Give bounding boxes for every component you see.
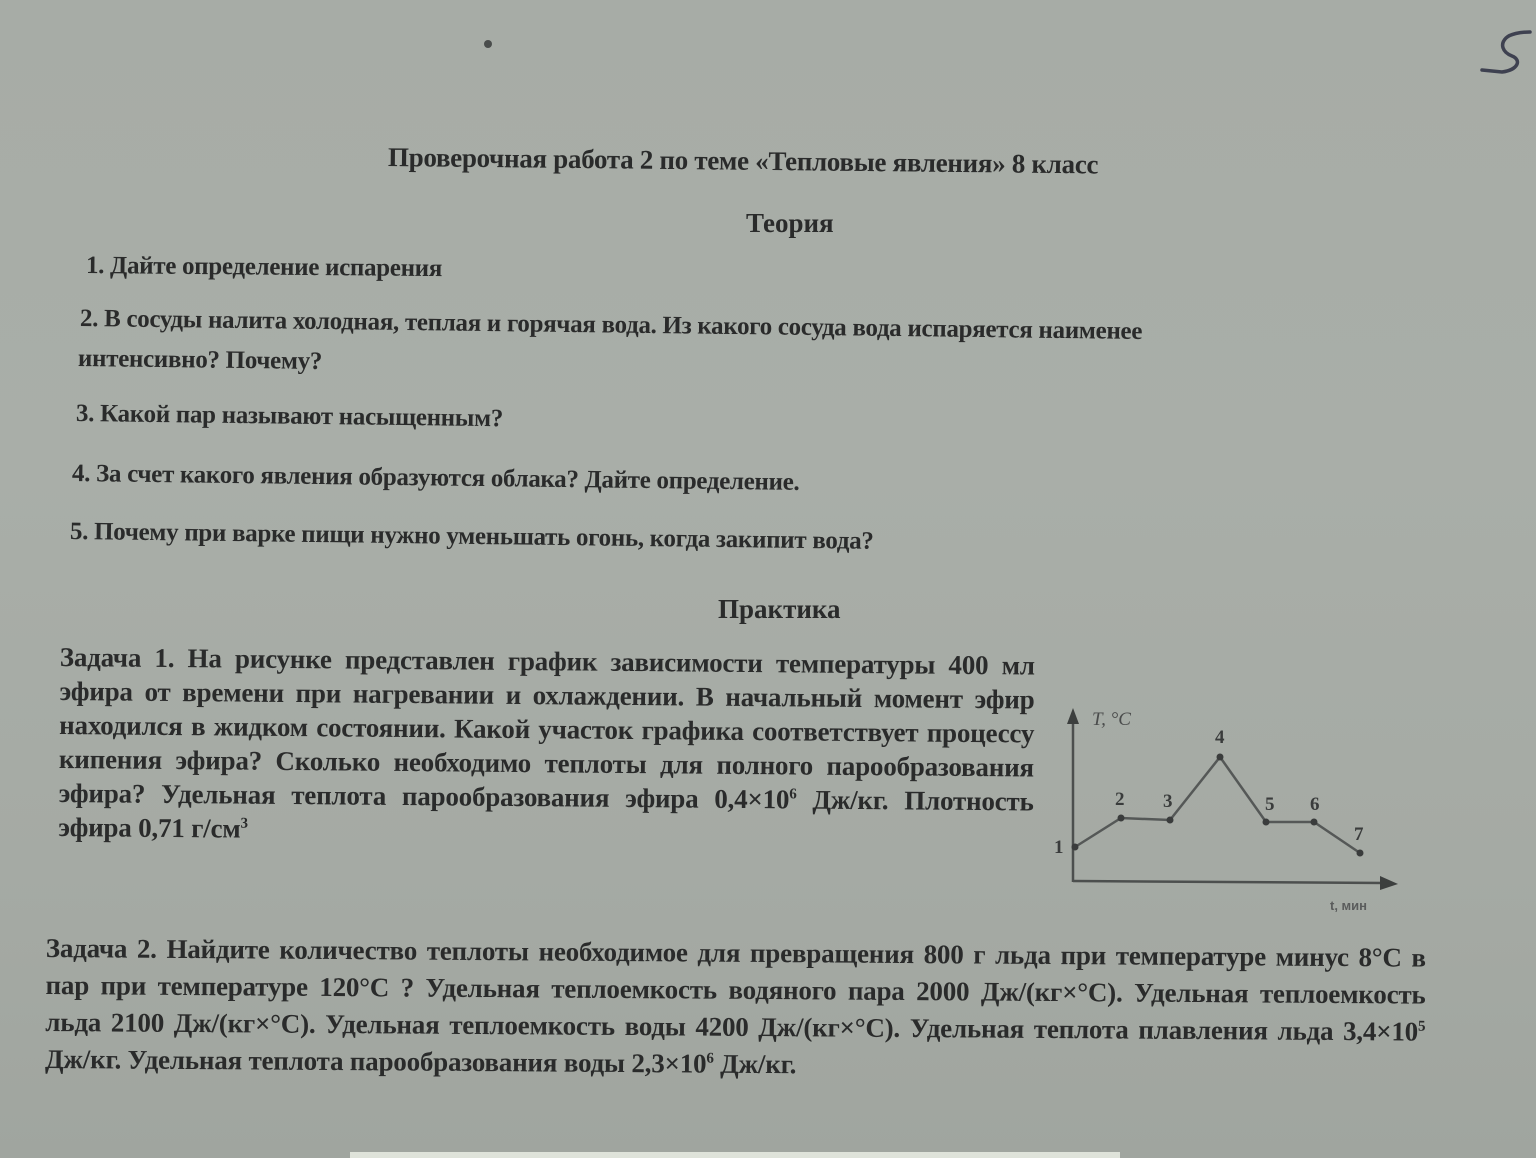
svg-text:3: 3 [1163, 791, 1173, 812]
question-number: 1. [85, 252, 105, 280]
y-axis-label: T, °C [1092, 709, 1131, 730]
question-number: 4. [71, 460, 91, 488]
svg-text:7: 7 [1354, 824, 1364, 845]
task-1-text-cont: Дж/кг. Плотность эфира 0,71 г/см [58, 784, 1034, 844]
x-axis [1073, 881, 1385, 883]
theory-question-5 [70, 518, 874, 556]
theory-question-1 [86, 252, 442, 283]
task-1 [58, 640, 1035, 853]
question-number: 2. [79, 305, 99, 333]
question-text: Какой пар называют насыщенным? [99, 400, 504, 433]
question-text: Почему при варке пищи нужно уменьшать огонь, когда закипит вода? [93, 518, 874, 555]
task-1-label: Задача 1. [59, 641, 175, 673]
ink-speck [484, 40, 492, 48]
question-text: За счет какого явления образуются облака? Дайте определение. [95, 460, 800, 496]
task-2-text: Найдите количество теплоты необходимое для превращения 800 г льда при температуре минус 8°С в пар при температуре 120°С ? Удельная теплоемкость водяного пара 2000 Дж/(кг×°С). Удельная теплоемкость льда 2100 Дж/(кг×°С). Удельная теплоемкость воды 4200 Дж/(кг×°С). Удельная теплота плавления льда 3,4×10 [45, 933, 1426, 1047]
question-number: 3. [75, 400, 95, 428]
theory-heading: Теория [746, 208, 834, 238]
task-2 [45, 930, 1426, 1088]
x-axis-arrow-icon [1380, 876, 1398, 890]
page-edge-strip [350, 1152, 1120, 1158]
task-1-text: На рисунке представлен график зависимости температуры 400 мл эфира от времени при нагревании и охлаждении. В начальный момент эфир находился в жидком состоянии. Какой участок графика соответствует процессу кипения эфира? Сколько необходимо теплоты для полного парообразования эфира? Удельная теплота парообразования эфира 0,4×10 [58, 643, 1035, 815]
worksheet-title: Проверочная работа 2 по теме «Тепловые явления» 8 класс [387, 142, 1099, 180]
handwritten-grade-mark [1472, 10, 1532, 80]
theory-question-2-continuation: интенсивно? Почему? [77, 345, 323, 375]
question-text: Дайте определение испарения [109, 252, 443, 283]
practice-heading: Практика [718, 594, 841, 624]
svg-text:6: 6 [1310, 794, 1320, 815]
graph-svg [1040, 690, 1420, 920]
task-2-text-end: Дж/кг. [713, 1048, 797, 1080]
x-axis-label: t, мин [1330, 898, 1368, 913]
theory-question-4 [72, 460, 800, 497]
task-2-exponent-2: 6 [706, 1050, 714, 1067]
question-text-line1: В сосуды налита холодная, теплая и горячая вода. Из какого сосуда вода испаряется наименее [103, 305, 1143, 345]
svg-text:1: 1 [1054, 837, 1064, 858]
theory-question-2 [80, 305, 1142, 346]
svg-text:5: 5 [1265, 794, 1275, 815]
temperature-time-graph [1040, 690, 1420, 920]
task-2-exponent-1: 5 [1417, 1018, 1426, 1035]
y-axis-arrow-icon [1067, 708, 1079, 724]
task-2-label: Задача 2. [45, 932, 157, 964]
task-1-unit-exponent: 3 [240, 815, 248, 832]
svg-text:2: 2 [1115, 789, 1125, 810]
task-2-text-cont: Дж/кг. Удельная теплота парообразования воды 2,3×10 [44, 1043, 707, 1079]
question-number: 5. [69, 518, 89, 546]
theory-question-3 [76, 400, 503, 433]
svg-text:4: 4 [1215, 727, 1225, 748]
task-1-exponent: 6 [789, 786, 797, 803]
